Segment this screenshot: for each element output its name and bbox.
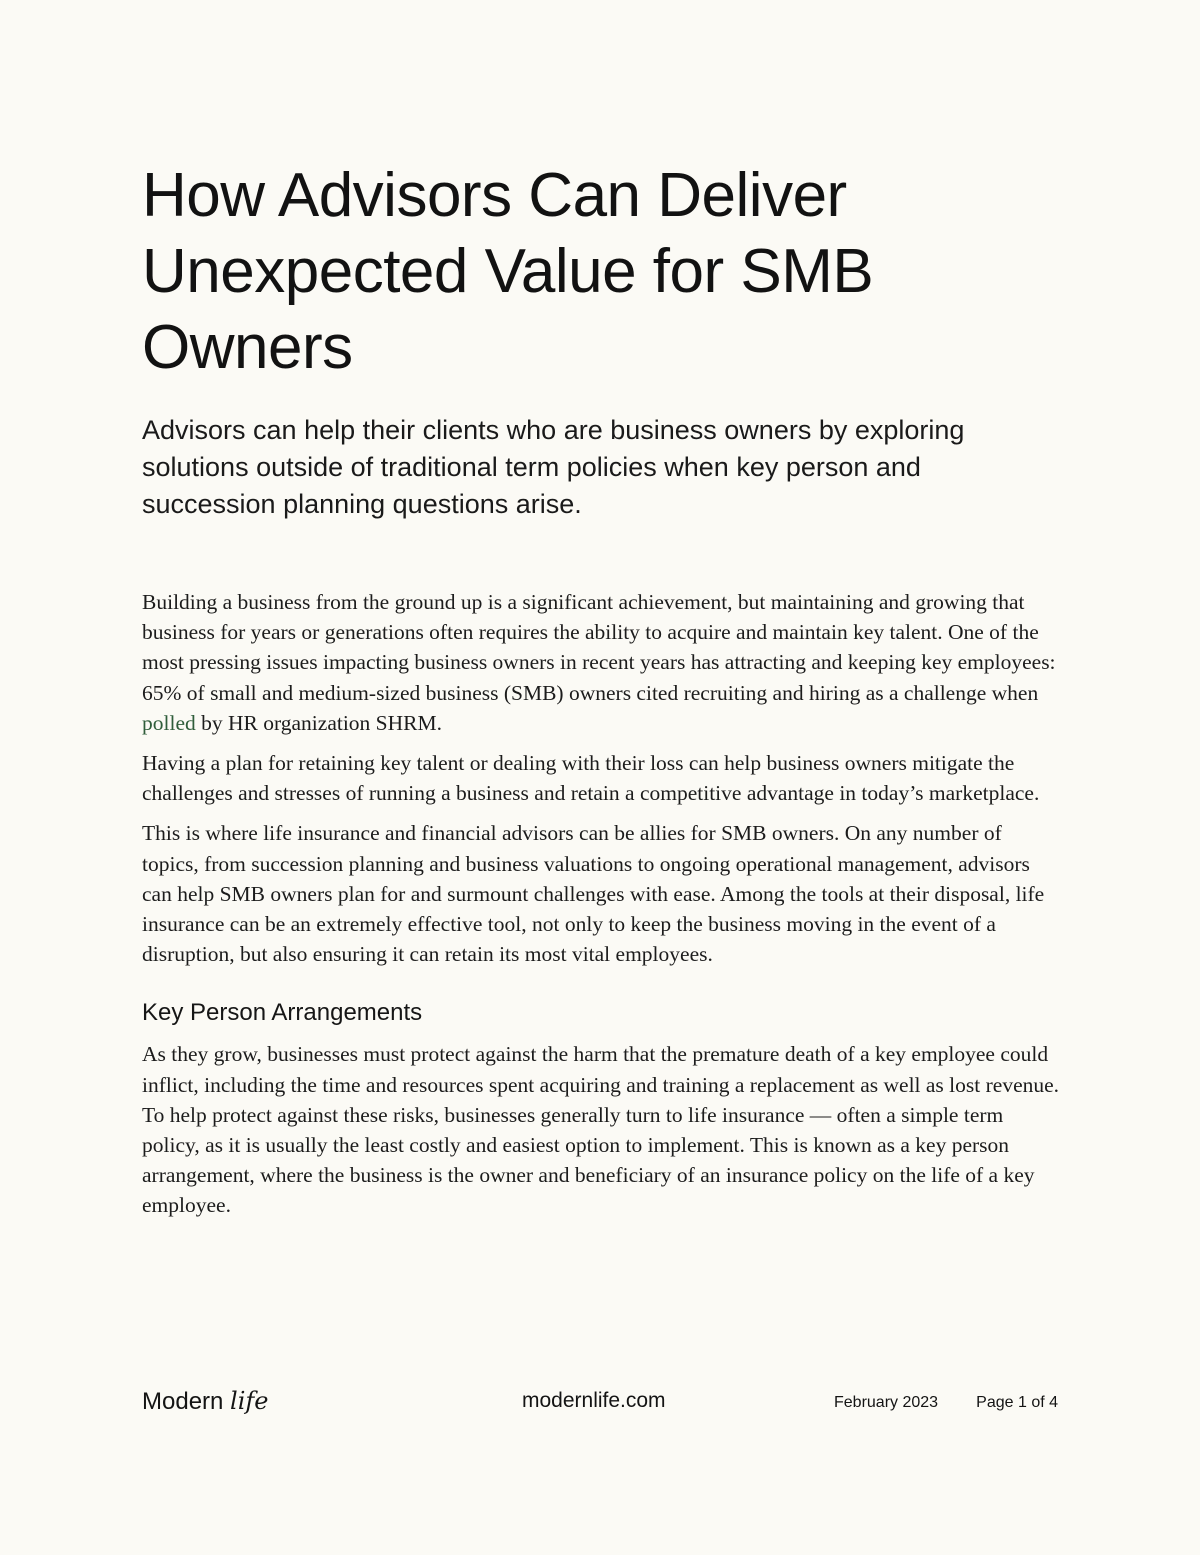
section-paragraph-key-person: As they grow, businesses must protect against the harm that the premature death of a key employee could inflict, including the time and resources spent acquiring and training a replacement as well as lost revenue. To help protect against these risks, businesses generally turn to life insurance — often a simple term policy, as it is usually the least costly and easiest option to implement. This is known as a key person arrangement, where the business is the owner and beneficiary of an insurance policy on the life of a key employee. [142,1042,1060,1218]
paragraph-1-text-end: by HR organization SHRM. [195,710,443,735]
body-paragraph-2: Having a plan for retaining key talent or dealing with their loss can help business owners mitigate the challenges and stresses of running a business and retain a competitive advantage in today’s marketplace. [142,751,1040,806]
footer-website: modernlife.com [522,1389,666,1412]
page-footer [142,1386,1062,1418]
page-title: How Advisors Can Deliver Unexpected Value for SMB Owners [142,161,874,382]
page-subtitle: Advisors can help their clients who are business owners by exploring solutions outside of traditional term policies when key person and succession planning questions arise. [142,415,965,519]
logo-word: Modern [142,1388,224,1415]
modern-life-logo [142,1386,268,1417]
polled-link[interactable]: polled [142,710,196,735]
document-content [142,158,1062,1231]
body-paragraph-1 [142,587,1062,738]
footer-page-number: Page 1 of 4 [976,1394,1058,1411]
section-heading-key-person: Key Person Arrangements [142,999,423,1027]
logo-script: life [230,1387,269,1415]
footer-date: February 2023 [834,1394,939,1411]
body-paragraph-3: This is where life insurance and financial advisors can be allies for SMB owners. On any number of topics, from succession planning and business valuations to ongoing operational management, advisors can help SMB owners plan for and surmount challenges with ease. Among the tools at their disposal, life insurance can be an extremely effective tool, not only to keep the business moving in the event of a disruption, but also ensuring it can retain its most vital employees. [142,821,1045,967]
paragraph-1-text-start: Building a business from the ground up is a significant achievement, but maintaining and growing that business for years or generations often requires the ability to acquire and maintain key talent. One of the most pressing issues impacting business owners in recent years has attracting and keeping key employees: 65% of small and medium-sized business (SMB) owners cited recruiting and hiring as a challenge when [142,590,1056,705]
